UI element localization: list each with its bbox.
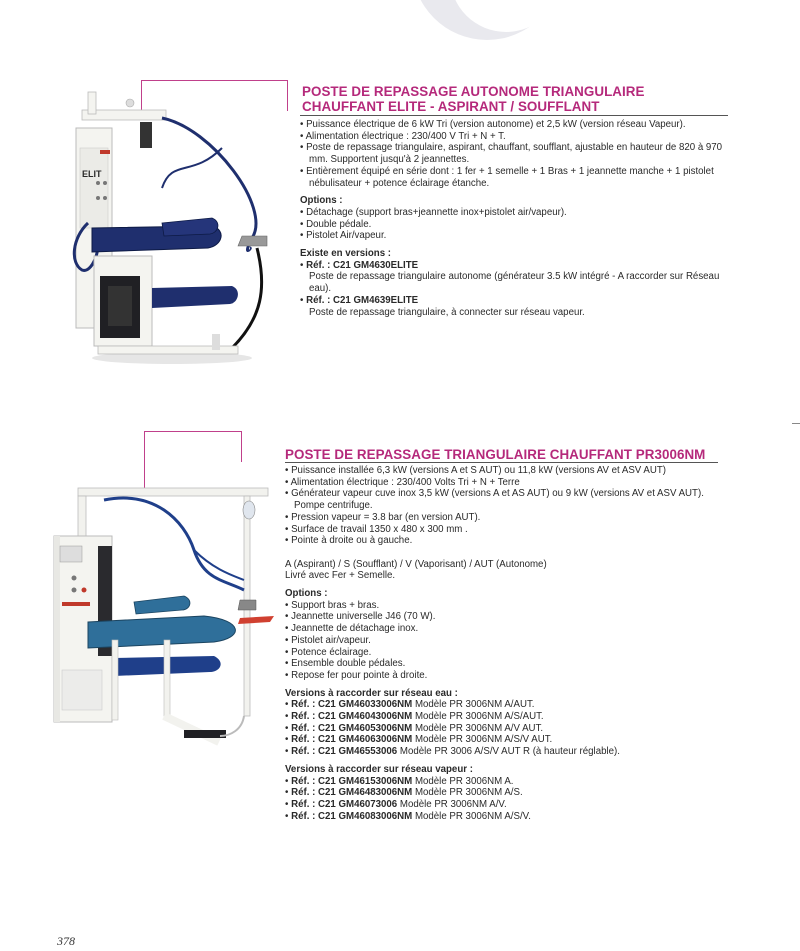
- frame-right: [241, 431, 242, 462]
- ref-code: Réf. : C21 GM46483006NM: [291, 787, 413, 799]
- product-1-versions-2: [300, 295, 728, 307]
- ref-item: [285, 711, 721, 723]
- product-1-description: [300, 119, 728, 318]
- ref-item: [285, 811, 721, 823]
- ref-model: Modèle PR 3006NM A/S.: [412, 787, 523, 799]
- steam-versions-list: [285, 776, 721, 823]
- product-1-options: [300, 207, 728, 242]
- feature-item: • Puissance électrique de 6 kW Tri (version autonome) et 2,5 kW (version réseau Vapeur).: [300, 119, 728, 131]
- frame-right: [287, 80, 288, 111]
- product-2-title: POSTE DE REPASSAGE TRIANGULAIRE CHAUFFANT PR3006NM: [285, 447, 706, 462]
- versions-heading: Existe en versions :: [300, 248, 391, 260]
- version-desc: Poste de repassage triangulaire, à connecter sur réseau vapeur.: [309, 306, 585, 318]
- ref-item: [285, 723, 721, 735]
- feature-item: • Surface de travail 1350 x 480 x 300 mm .: [285, 524, 721, 536]
- option-item: • Double pédale.: [300, 219, 728, 231]
- ref-item: [285, 734, 721, 746]
- product-1-title-line2: CHAUFFANT ELITE - ASPIRANT / SOUFFLANT: [302, 99, 600, 114]
- product-2-options: [285, 600, 721, 682]
- ref-item: [285, 776, 721, 788]
- option-item: • Repose fer pour pointe à droite.: [285, 670, 721, 682]
- version-desc: Poste de repassage triangulaire autonome (générateur 3.5 kW intégré - A raccorder sur Réseau eau).: [309, 271, 720, 295]
- pr3006nm-ironing-station-image: [44, 480, 284, 750]
- option-item: • Pistolet air/vapeur.: [285, 635, 721, 647]
- elite-logo: ELIT: [82, 169, 102, 179]
- product-2-description: [285, 465, 721, 822]
- option-item: • Ensemble double pédales.: [285, 658, 721, 670]
- ref-model: Modèle PR 3006NM A/S/V.: [412, 810, 531, 822]
- product-1-title: [302, 84, 645, 114]
- feature-item: • Générateur vapeur cuve inox 3,5 kW (versions A et AS AUT) ou 9 kW (versions AV et ASV AUT). Pompe centrifuge.: [285, 488, 721, 511]
- option-item: • Pistolet Air/vapeur.: [300, 230, 728, 242]
- water-versions-list: [285, 699, 721, 758]
- feature-item: • Pointe à droite ou à gauche.: [285, 535, 721, 547]
- product-1-title-line1: POSTE DE REPASSAGE AUTONOME TRIANGULAIRE: [302, 84, 645, 99]
- option-item: • Support bras + bras.: [285, 600, 721, 612]
- ref-code: Réf. : C21 GM46153006NM: [291, 775, 413, 787]
- ref-model: Modèle PR 3006NM A/S/V AUT.: [412, 734, 553, 746]
- ref-model: Modèle PR 3006NM A/AUT.: [412, 699, 535, 711]
- ref-code: Réf. : C21 GM46553006: [291, 746, 398, 758]
- option-item: • Jeannette de détachage inox.: [285, 623, 721, 635]
- version-ref: Réf. : C21 GM4639ELITE: [306, 294, 419, 306]
- product-1-versions: [300, 260, 728, 272]
- ref-model: Modèle PR 3006NM A/V AUT.: [412, 722, 544, 734]
- margin-tick: [792, 423, 800, 424]
- elite-ironing-station-image: [62, 88, 270, 368]
- product-1-features: [300, 119, 728, 189]
- ref-item: [285, 787, 721, 799]
- feature-item: • Entièrement équipé en série dont : 1 fer + 1 semelle + 1 Bras + 1 jeannette manche + 1 pistolet nébulisateur + potence éclairage étanche.: [300, 166, 728, 189]
- ref-item: [285, 746, 721, 758]
- feature-item: • Poste de repassage triangulaire, aspirant, chauffant, soufflant, ajustable en hauteur de 820 à 970 mm. Supportent jusqu'à 2 jeannettes.: [300, 142, 728, 165]
- ref-item: [285, 799, 721, 811]
- ref-model: Modèle PR 3006 A/S/V AUT R (à hauteur réglable).: [397, 746, 620, 758]
- option-item: • Détachage (support bras+jeannette inox+pistolet air/vapeur).: [300, 207, 728, 219]
- water-versions-heading: Versions à raccorder sur réseau eau :: [285, 687, 458, 699]
- feature-item: • Alimentation électrique : 230/400 Volts Tri + N + Terre: [285, 477, 721, 489]
- option-item: • Potence éclairage.: [285, 647, 721, 659]
- steam-versions-heading: Versions à raccorder sur réseau vapeur :: [285, 763, 473, 775]
- page-number: 378: [57, 934, 75, 948]
- ref-item: [285, 699, 721, 711]
- option-item: • Jeannette universelle J46 (70 W).: [285, 611, 721, 623]
- product-2-title-rule: [285, 462, 718, 463]
- ref-code: Réf. : C21 GM46053006NM: [291, 722, 413, 734]
- ref-model: Modèle PR 3006NM A/S/AUT.: [412, 711, 544, 723]
- options-heading: Options :: [285, 588, 328, 600]
- frame-top: [144, 431, 242, 432]
- options-heading: Options :: [300, 195, 343, 207]
- ref-code: Réf. : C21 GM46083006NM: [291, 810, 413, 822]
- ref-code: Réf. : C21 GM46043006NM: [291, 711, 413, 723]
- ref-model: Modèle PR 3006NM A/V.: [397, 798, 507, 810]
- version-item: [300, 295, 728, 307]
- feature-item: • Alimentation électrique : 230/400 V Tri + N + T.: [300, 131, 728, 143]
- ref-code: Réf. : C21 GM46073006: [291, 798, 398, 810]
- product-1-title-rule: [300, 115, 728, 116]
- feature-item: • Puissance installée 6,3 kW (versions A et S AUT) ou 11,8 kW (versions AV et ASV AUT): [285, 465, 721, 477]
- legend-line: Livré avec Fer + Semelle.: [285, 570, 396, 582]
- version-ref: Réf. : C21 GM4630ELITE: [306, 259, 419, 271]
- frame-top: [141, 80, 288, 81]
- spacer: [285, 547, 721, 559]
- ref-model: Modèle PR 3006NM A.: [412, 775, 514, 787]
- version-item: [300, 260, 728, 272]
- legend-line: A (Aspirant) / S (Soufflant) / V (Vaporisant) / AUT (Autonome): [285, 558, 547, 570]
- ref-code: Réf. : C21 GM46033006NM: [291, 699, 413, 711]
- ref-code: Réf. : C21 GM46063006NM: [291, 734, 413, 746]
- product-2-features: [285, 465, 721, 547]
- feature-item: • Pression vapeur = 3.8 bar (en version AUT).: [285, 512, 721, 524]
